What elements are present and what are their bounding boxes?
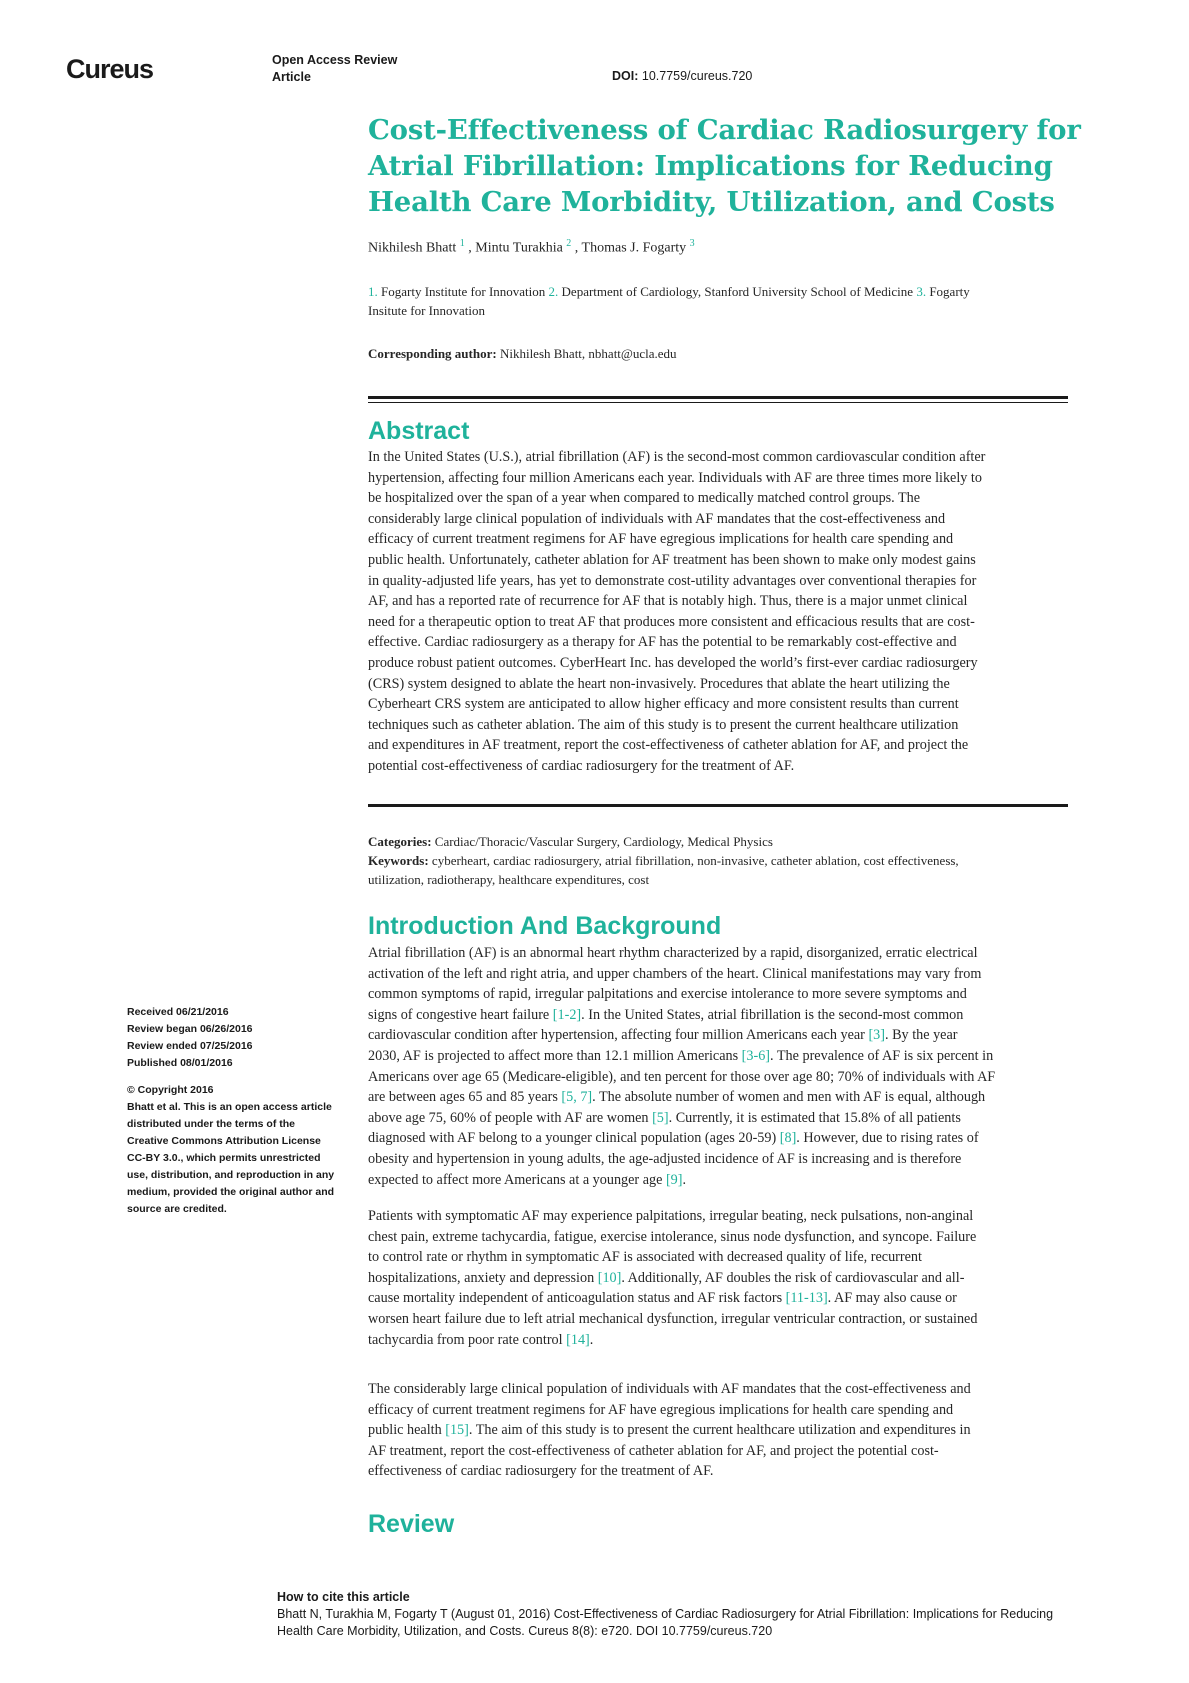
license-line: Bhatt et al. This is an open access article [127, 1101, 332, 1113]
author-list [368, 238, 695, 257]
author-name[interactable]: Thomas J. Fogarty [581, 240, 687, 256]
text-line [368, 1067, 1068, 1088]
abstract-line: produce robust patient outcomes. CyberHeart Inc. has developed the world’s first-ever cardiac radiosurgery [368, 654, 978, 671]
text-line [368, 1005, 1068, 1026]
abstract-line: efficacy of current treatment regimens for AF have egregious implications for health care spending and [368, 531, 954, 548]
intro-paragraph [368, 1379, 1068, 1482]
abstract-line: be hospitalized over the span of a year when compared to medically matched control groups. The [368, 490, 921, 507]
license-line: distributed under the terms of the [127, 1118, 296, 1130]
text-run: Atrial fibrillation (AF) is an abnormal heart rhythm characterized by a rapid, disorganized, erratic electrical [368, 945, 978, 961]
categories-label: Categories: [368, 834, 432, 849]
reference-link[interactable]: [5, 7] [561, 1089, 593, 1106]
text-run: AF treatment, report the cost-effectiveness of catheter ablation for AF, and project the potential cost- [368, 1442, 939, 1459]
text-run: diagnosed with AF belong to a younger clinical population (ages 20-59) [368, 1130, 780, 1147]
article-history-sidebar [127, 1004, 342, 1218]
text-run: . [589, 1331, 594, 1348]
license-text [127, 1099, 342, 1218]
citation-line: Bhatt N, Turakhia M, Fogarty T (August 01, 2016) Cost-Effectiveness of Cardiac Radiosurgery for Atrial Fibrillation: Implications for Reducing [277, 1607, 1054, 1621]
text-line [368, 1268, 1068, 1289]
text-run: signs of congestive heart failure [368, 1006, 553, 1023]
text-line [368, 1379, 1068, 1400]
date-review-ended: Review ended 07/25/2016 [127, 1040, 253, 1052]
date-published: Published 08/01/2016 [127, 1057, 233, 1069]
license-line: CC-BY 3.0., which permits unrestricted [127, 1152, 321, 1164]
abstract-body [368, 447, 1068, 777]
abstract-line: effective. Cardiac radiosurgery as a therapy for AF has the potential to be remarkably cost-effective and [368, 634, 957, 651]
text-run: tachycardia from poor rate control [368, 1331, 567, 1348]
license-line: medium, provided the original author and [127, 1186, 335, 1198]
keywords-label: Keywords: [368, 853, 429, 868]
date-received: Received 06/21/2016 [127, 1006, 229, 1018]
article-type [272, 52, 397, 86]
affil-text: Insitute for Innovation [368, 303, 485, 318]
affiliations [368, 282, 1068, 320]
text-line [368, 943, 1068, 964]
text-run: common symptoms of rapid, irregular palpitations and exercise intolerance to more severe symptoms and [368, 986, 967, 1003]
text-line [368, 984, 1068, 1005]
text-run: . In the United States, atrial fibrillation is the second-most common [581, 1006, 964, 1023]
text-line [368, 1128, 1068, 1149]
text-run: chest pain, extreme tachycardia, fatigue, exercise intolerance, sinus node dysfunction, and syncope. Failure [368, 1228, 977, 1245]
reference-link[interactable]: [8] [779, 1130, 797, 1147]
text-line [368, 1046, 1068, 1067]
text-line [368, 1441, 1068, 1462]
license-line: source are credited. [127, 1203, 227, 1215]
text-line [368, 1420, 1068, 1441]
doi-link[interactable]: 10.7759/cureus.720 [641, 69, 753, 83]
license-line: use, distribution, and reproduction in any [127, 1169, 335, 1181]
title-line: Atrial Fibrillation: Implications for Reducing [368, 150, 1053, 182]
reference-link[interactable]: [14] [566, 1331, 590, 1348]
text-run: hospitalizations, anxiety and depression [368, 1269, 598, 1286]
text-line [368, 1247, 1068, 1268]
corresponding-value[interactable]: Nikhilesh Bhatt, nbhatt@ucla.edu [499, 346, 677, 361]
text-run: The considerably large clinical population of individuals with AF mandates that the cost-effectiveness and [368, 1381, 971, 1397]
intro-paragraph [368, 1206, 1068, 1350]
abstract-line: Cyberheart CRS system are anticipated to allow higher efficacy and more consistent results than current [368, 696, 959, 713]
abstract-line: public health. Unfortunately, catheter ablation for AF treatment has been shown to make only modest gains [368, 551, 976, 568]
text-run: above age 75, 60% of people with AF are women [368, 1109, 653, 1126]
reference-link[interactable]: [9] [665, 1171, 683, 1188]
affil-text: Fogarty Institute for Innovation [381, 284, 546, 299]
article-type-line: Open Access Review [272, 53, 398, 67]
author-affil-num: 3 [689, 238, 695, 249]
text-run: . Additionally, AF doubles the risk of cardiovascular and all- [621, 1269, 965, 1286]
affil-text: Department of Cardiology, Stanford University School of Medicine [561, 284, 914, 299]
text-run: . By the year [885, 1027, 958, 1044]
text-run: expected to affect more Americans at a younger age [368, 1171, 666, 1188]
abstract-heading: Abstract [368, 417, 470, 445]
text-line [368, 1206, 1068, 1227]
citation-heading: How to cite this article [277, 1590, 410, 1604]
text-line [368, 1461, 1068, 1482]
citation-line: Health Care Morbidity, Utilization, and Costs. Cureus 8(8): e720. DOI 10.7759/cureus.720 [277, 1624, 773, 1638]
text-line [368, 1400, 1068, 1421]
article-title [368, 112, 1081, 220]
reference-link[interactable]: [15] [445, 1422, 469, 1439]
intro-paragraph [368, 943, 1068, 1190]
text-run: . [682, 1171, 687, 1188]
text-run: obesity and hypertension in young adults, the age-adjusted incidence of AF is increasing and is therefore [368, 1150, 962, 1167]
text-run: . AF may also cause or [827, 1290, 957, 1307]
abstract-line: potential cost-effectiveness of cardiac radiosurgery for the treatment of AF. [368, 757, 795, 774]
review-heading: Review [368, 1510, 455, 1538]
author-name[interactable]: Mintu Turakhia [475, 240, 563, 256]
text-run: cause mortality independent of anticoagulation status and AF risk factors [368, 1290, 786, 1307]
text-run: . The absolute number of women and men with AF is equal, although [592, 1089, 986, 1106]
abstract-line: In the United States (U.S.), atrial fibrillation (AF) is the second-most common cardiovascular condition after [368, 449, 986, 465]
copyright: © Copyright 2016 [127, 1084, 214, 1096]
citation-footer [277, 1589, 1127, 1640]
author-separator: , [464, 240, 476, 256]
text-run: . However, due to rising rates of [796, 1130, 979, 1147]
abstract-line: techniques such as catheter ablation. The aim of this study is to present the current healthcare utilization [368, 716, 959, 733]
reference-link[interactable]: [1-2] [552, 1006, 582, 1023]
text-line [368, 1227, 1068, 1248]
text-run: Patients with symptomatic AF may experience palpitations, irregular beating, neck pulsations, non-anginal [368, 1208, 974, 1224]
abstract-line: in quality-adjusted life years, has yet to demonstrate cost-utility advantages over conventional therapies for [368, 572, 977, 589]
doi [612, 69, 752, 83]
text-run: 2030, AF is projected to affect more than 12.1 million Americans [368, 1047, 742, 1064]
text-run: public health [368, 1422, 446, 1439]
text-line [368, 1108, 1068, 1129]
reference-link[interactable]: [10] [597, 1269, 622, 1286]
doi-label: DOI: [612, 69, 639, 83]
title-line: Cost-Effectiveness of Cardiac Radiosurgery for [368, 114, 1081, 146]
title-block [368, 112, 1081, 220]
keywords-value: cyberheart, cardiac radiosurgery, atrial fibrillation, non-invasive, catheter ablation, cost effectiveness, [431, 853, 959, 868]
abstract-line: and expenditures in AF treatment, report the cost-effectiveness of catheter ablation for AF, and project the [368, 737, 969, 754]
text-run: worsen heart failure due to left atrial mechanical dysfunction, irregular ventricular contraction, or sustained [368, 1310, 978, 1327]
author-name[interactable]: Nikhilesh Bhatt [368, 240, 457, 256]
affil-text: Fogarty [929, 284, 970, 299]
text-run: effectiveness of cardiac radiosurgery for the treatment of AF. [368, 1463, 714, 1480]
author-separator: , [571, 240, 582, 256]
keywords-value: utilization, radiotherapy, healthcare expenditures, cost [368, 872, 650, 887]
affil-number: 1. [368, 284, 378, 299]
section-divider [368, 804, 1068, 807]
text-line [368, 1025, 1068, 1046]
text-run: to control rate or rhythm in symptomatic AF is associated with decreased quality of life, recurrent [368, 1249, 922, 1266]
text-run: cardiovascular condition after hypertension, affecting four million Americans each year [368, 1027, 869, 1044]
abstract-line: (CRS) system designed to ablate the heart non-invasively. Procedures that ablate the heart utilizing the [368, 675, 950, 692]
text-line [368, 1170, 1068, 1191]
intro-heading: Introduction And Background [368, 912, 722, 940]
article-type-line: Article [272, 70, 311, 84]
author-affil-num: 1 [459, 238, 465, 249]
affil-number: 2. [548, 284, 559, 299]
publication-dates [127, 1004, 342, 1072]
text-run: . The prevalence of AF is six percent in [770, 1047, 994, 1064]
abstract-line: need for a therapeutic option to treat AF that produces more consistent and efficacious results that are cost- [368, 613, 975, 630]
date-review-began: Review began 06/26/2016 [127, 1023, 253, 1035]
affil-number: 3. [916, 284, 927, 299]
text-line [368, 1330, 1068, 1351]
text-run: Americans over age 65 (Medicare-eligible), and ten percent for those over age 80; 70% of individuals with AF [368, 1068, 996, 1085]
text-line [368, 1087, 1068, 1108]
text-line [368, 1288, 1068, 1309]
abstract-line: considerably large clinical population of individuals with AF mandates that the cost-effectiveness and [368, 510, 946, 527]
reference-link[interactable]: [5] [652, 1109, 669, 1126]
journal-logo[interactable]: Cureus [66, 54, 154, 84]
section-divider [368, 396, 1068, 403]
reference-link[interactable]: [11-13] [785, 1290, 828, 1307]
abstract-line: hypertension, affecting four million Americans each year. Individuals with AF are three times more likely to [368, 469, 982, 486]
text-line [368, 1149, 1068, 1170]
text-line [368, 1309, 1068, 1330]
reference-link[interactable]: [3-6] [741, 1047, 771, 1064]
abstract-line: AF, and has a reported rate of recurrence for AF that is notably high. Thus, there is a major unmet clinical [368, 593, 968, 610]
text-run: activation of the left and right atria, and upper chambers of the heart. Clinical manifestations may vary from [368, 965, 982, 982]
reference-link[interactable]: [3] [868, 1027, 885, 1044]
license-line: Creative Commons Attribution License [127, 1135, 321, 1147]
categories-value: Cardiac/Thoracic/Vascular Surgery, Cardiology, Medical Physics [434, 834, 773, 849]
text-run: . Currently, it is estimated that 15.8% of all patients [668, 1109, 961, 1126]
text-run: . The aim of this study is to present the current healthcare utilization and expenditures in [468, 1422, 971, 1439]
title-line: Health Care Morbidity, Utilization, and Costs [368, 186, 1055, 218]
article-metadata [368, 832, 1068, 889]
text-run: efficacy of current treatment regimens for AF have egregious implications for health care spending and [368, 1401, 954, 1418]
text-line [368, 964, 1068, 985]
text-run: are between ages 65 and 85 years [368, 1089, 562, 1106]
author-affil-num: 2 [566, 238, 572, 249]
corresponding-label: Corresponding author: [368, 346, 497, 361]
corresponding-author [368, 346, 677, 362]
